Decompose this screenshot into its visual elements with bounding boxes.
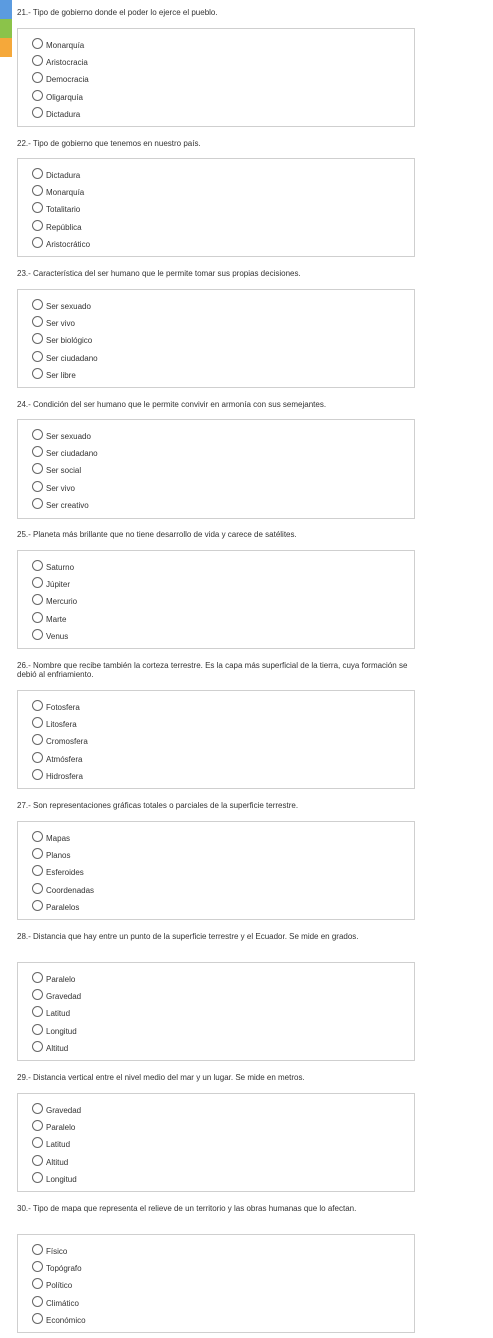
radio-button[interactable] [32,168,43,179]
radio-button[interactable] [32,481,43,492]
option-label: Monarquía [46,41,85,51]
answer-option[interactable] [32,1310,414,1327]
radio-button[interactable] [32,577,43,588]
answer-option[interactable] [32,557,414,574]
option-label: Altitud [46,1157,69,1167]
option-label: Ser vivo [46,483,75,493]
radio-button[interactable] [32,769,43,780]
answer-option[interactable] [32,199,414,216]
option-label: Físico [46,1247,68,1257]
answer-option[interactable] [32,591,414,608]
option-label: Oligarquía [46,92,83,102]
option-label: Climático [46,1298,79,1308]
option-label: Litosfera [46,720,77,730]
option-label: Altitud [46,1043,69,1053]
answer-option[interactable] [32,426,414,443]
option-label: Longitud [46,1026,77,1036]
answer-option[interactable] [32,104,414,121]
answer-options-box [17,289,415,388]
option-label: Paralelos [46,902,80,912]
radio-button[interactable] [32,185,43,196]
option-label: Gravedad [46,992,82,1002]
question-text: 25.- Planeta más brillante que no tiene desarrollo de vida y carece de satélites. [17,530,297,539]
radio-button[interactable] [32,237,43,248]
radio-button[interactable] [32,38,43,49]
radio-button[interactable] [32,1155,43,1166]
answer-option[interactable] [32,460,414,477]
answer-option[interactable] [32,330,414,347]
radio-button[interactable] [32,498,43,509]
option-label: Marte [46,614,67,624]
option-label: República [46,222,82,232]
answer-option[interactable] [32,296,414,313]
radio-button[interactable] [32,1024,43,1035]
answer-option[interactable] [32,1117,414,1134]
radio-button[interactable] [32,629,43,640]
radio-button[interactable] [32,1296,43,1307]
option-label: Mercurio [46,597,78,607]
radio-button[interactable] [32,1313,43,1324]
answer-options-box [17,1093,415,1192]
answer-option[interactable] [32,1169,414,1186]
radio-button[interactable] [32,848,43,859]
radio-button[interactable] [32,446,43,457]
radio-button[interactable] [32,900,43,911]
option-label: Ser social [46,466,82,476]
option-label: Saturno [46,563,75,573]
option-label: Dictadura [46,171,81,181]
answer-options-box [17,158,415,257]
answer-option[interactable] [32,87,414,104]
answer-option[interactable] [32,574,414,591]
option-label: Aristocrático [46,239,91,249]
answer-option[interactable] [32,1152,414,1169]
radio-button[interactable] [32,831,43,842]
option-label: Ser sexuado [46,432,91,442]
radio-button[interactable] [32,612,43,623]
answer-option[interactable] [32,1258,414,1275]
option-label: Hidrosfera [46,771,83,781]
option-label: Venus [46,631,69,641]
answer-option[interactable] [32,182,414,199]
option-label: Topógrafo [46,1264,82,1274]
question-text: 23.- Característica del ser humano que le permite tomar sus propias decisiones. [17,269,301,278]
radio-button[interactable] [32,463,43,474]
radio-button[interactable] [32,368,43,379]
answer-option[interactable] [32,348,414,365]
answer-option[interactable] [32,749,414,766]
option-label: Ser sexuado [46,302,91,312]
option-label: Paralelo [46,975,76,985]
option-label: Fotosfera [46,703,80,713]
answer-option[interactable] [32,1038,414,1055]
radio-button[interactable] [32,734,43,745]
option-label: Esferoides [46,868,84,878]
question-text: 30.- Tipo de mapa que representa el relieve de un territorio y las obras humanas que lo afectan. [17,1204,357,1213]
radio-button[interactable] [32,72,43,83]
radio-button[interactable] [32,717,43,728]
radio-button[interactable] [32,90,43,101]
answer-option[interactable] [32,1241,414,1258]
question-text: 28.- Distancia que hay entre un punto de la superficie terrestre y el Ecuador. Se mide en grados. [17,932,359,941]
answer-option[interactable] [32,165,414,182]
stripe-orange [0,38,12,57]
answer-options-box [17,690,415,789]
option-label: Ser libre [46,370,76,380]
answer-option[interactable] [32,626,414,643]
answer-option[interactable] [32,1134,414,1151]
option-label: Económico [46,1315,86,1325]
answer-option[interactable] [32,365,414,382]
question-text: 21.- Tipo de gobierno donde el poder lo ejerce el pueblo. [17,8,218,17]
option-label: Longitud [46,1174,77,1184]
answer-option[interactable] [32,845,414,862]
answer-option[interactable] [32,714,414,731]
answer-option[interactable] [32,1275,414,1292]
question-text: 22.- Tipo de gobierno que tenemos en nuestro país. [17,139,201,148]
answer-option[interactable] [32,986,414,1003]
radio-button[interactable] [32,1120,43,1131]
color-stripes [0,0,12,57]
answer-option[interactable] [32,35,414,52]
option-label: Latitud [46,1009,71,1019]
radio-button[interactable] [32,55,43,66]
question-text: 26.- Nombre que recibe también la corteza terrestre. Es la capa más superficial de la tierra, cuya formación se debió al enfriamiento. [17,661,408,679]
answer-option[interactable] [32,880,414,897]
option-label: Totalitario [46,205,81,215]
option-label: Júpiter [46,580,71,590]
option-label: Coordenadas [46,885,95,895]
radio-button[interactable] [32,883,43,894]
radio-button[interactable] [32,594,43,605]
radio-button[interactable] [32,333,43,344]
option-label: Monarquía [46,188,85,198]
answer-option[interactable] [32,443,414,460]
answer-option[interactable] [32,217,414,234]
answer-option[interactable] [32,52,414,69]
radio-button[interactable] [32,1041,43,1052]
option-label: Mapas [46,834,71,844]
option-label: Gravedad [46,1106,82,1116]
radio-button[interactable] [32,865,43,876]
answer-option[interactable] [32,697,414,714]
answer-option[interactable] [32,1293,414,1310]
answer-option[interactable] [32,828,414,845]
answer-option[interactable] [32,766,414,783]
option-label: Atmósfera [46,754,83,764]
option-label: Ser creativo [46,500,89,510]
answer-option[interactable] [32,1021,414,1038]
answer-option[interactable] [32,731,414,748]
option-label: Cromosfera [46,737,88,747]
option-label: Político [46,1281,73,1291]
option-label: Dictadura [46,109,81,119]
radio-button[interactable] [32,989,43,1000]
option-label: Ser vivo [46,319,75,329]
radio-button[interactable] [32,1006,43,1017]
answer-options-box [17,1234,415,1333]
stripe-green [0,19,12,38]
answer-option[interactable] [32,495,414,512]
radio-button[interactable] [32,560,43,571]
question-text: 24.- Condición del ser humano que le permite convivir en armonía con sus semejantes. [17,400,327,409]
answer-options-box [17,28,415,127]
option-label: Ser biológico [46,336,93,346]
option-label: Ser ciudadano [46,449,98,459]
answer-options-box [17,962,415,1061]
radio-button[interactable] [32,202,43,213]
question-text: 29.- Distancia vertical entre el nivel medio del mar y un lugar. Se mide en metros. [17,1073,305,1082]
radio-button[interactable] [32,1137,43,1148]
radio-button[interactable] [32,972,43,983]
radio-button[interactable] [32,429,43,440]
answer-option[interactable] [32,234,414,251]
answer-option[interactable] [32,478,414,495]
answer-options-box [17,821,415,920]
radio-button[interactable] [32,220,43,231]
answer-option[interactable] [32,1003,414,1020]
option-label: Paralelo [46,1123,76,1133]
answer-options-box [17,419,415,519]
radio-button[interactable] [32,299,43,310]
option-label: Aristocracia [46,58,88,68]
answer-option[interactable] [32,969,414,986]
radio-button[interactable] [32,351,43,362]
radio-button[interactable] [32,316,43,327]
answer-option[interactable] [32,69,414,86]
option-label: Ser ciudadano [46,353,98,363]
answer-option[interactable] [32,313,414,330]
stripe-blue [0,0,12,19]
radio-button[interactable] [32,752,43,763]
radio-button[interactable] [32,1172,43,1183]
option-label: Latitud [46,1140,71,1150]
answer-option[interactable] [32,609,414,626]
radio-button[interactable] [32,1278,43,1289]
answer-option[interactable] [32,897,414,914]
answer-options-box [17,550,415,649]
option-label: Planos [46,851,71,861]
radio-button[interactable] [32,107,43,118]
answer-option[interactable] [32,862,414,879]
question-text: 27.- Son representaciones gráficas totales o parciales de la superficie terrestre. [17,801,299,810]
answer-option[interactable] [32,1100,414,1117]
radio-button[interactable] [32,1244,43,1255]
radio-button[interactable] [32,700,43,711]
radio-button[interactable] [32,1261,43,1272]
radio-button[interactable] [32,1103,43,1114]
option-label: Democracia [46,75,89,85]
